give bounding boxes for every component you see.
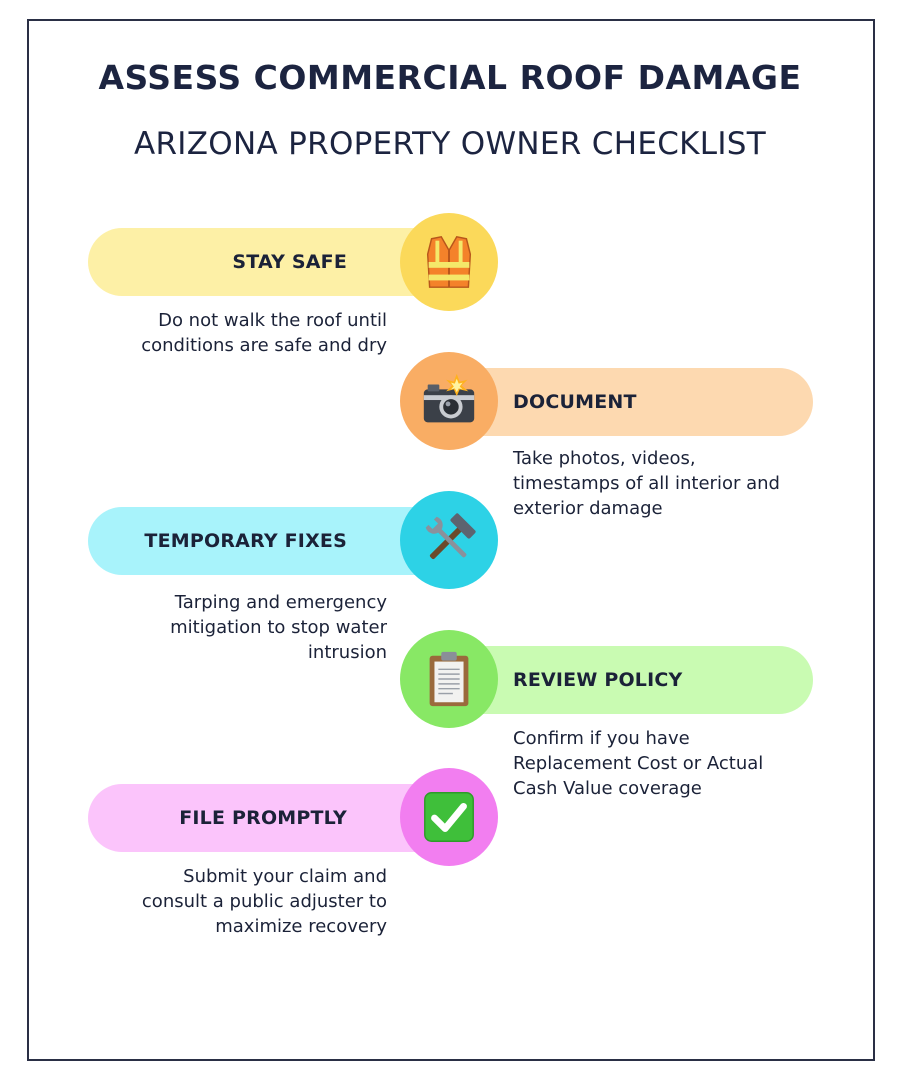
step-description-temporary-fixes [170,590,387,665]
description-line: conditions are safe and dry [141,335,387,356]
step-icon-circle [400,213,498,311]
step-description-stay-safe [141,308,387,358]
clipboard-icon [418,648,480,710]
step-label: TEMPORARY FIXES [144,530,347,552]
check-mark-icon [418,786,480,848]
page-title: ASSESS COMMERCIAL ROOF DAMAGE [98,58,802,97]
description-line: Take photos, videos, [513,448,696,469]
description-line: exterior damage [513,498,663,519]
safety-vest-icon [418,231,480,293]
step-description-file-promptly [142,864,387,939]
description-line: Replacement Cost or Actual [513,753,764,774]
description-line: Cash Value coverage [513,778,702,799]
description-line: Confirm if you have [513,728,690,749]
step-pill-document [443,368,813,436]
page-subtitle: ARIZONA PROPERTY OWNER CHECKLIST [133,126,767,162]
step-label: DOCUMENT [513,391,637,413]
step-label: FILE PROMPTLY [179,807,347,829]
description-line: mitigation to stop water [170,617,387,638]
step-description-review-policy [513,726,763,801]
step-description-document [513,446,780,521]
hammer-wrench-icon [418,509,480,571]
step-icon-circle [400,768,498,866]
step-icon-circle [400,352,498,450]
description-line: maximize recovery [215,916,387,937]
description-line: Do not walk the roof until [158,310,387,331]
description-line: consult a public adjuster to [141,891,387,912]
description-line: timestamps of all interior and [513,473,780,494]
step-label: STAY SAFE [232,251,347,273]
description-line: intrusion [307,642,387,663]
step-pill-review-policy [443,646,813,714]
step-label: REVIEW POLICY [513,669,683,691]
camera-flash-icon [418,370,480,432]
step-icon-circle [400,630,498,728]
description-line: Submit your claim and [183,866,387,887]
description-line: Tarping and emergency [174,592,387,613]
step-icon-circle [400,491,498,589]
